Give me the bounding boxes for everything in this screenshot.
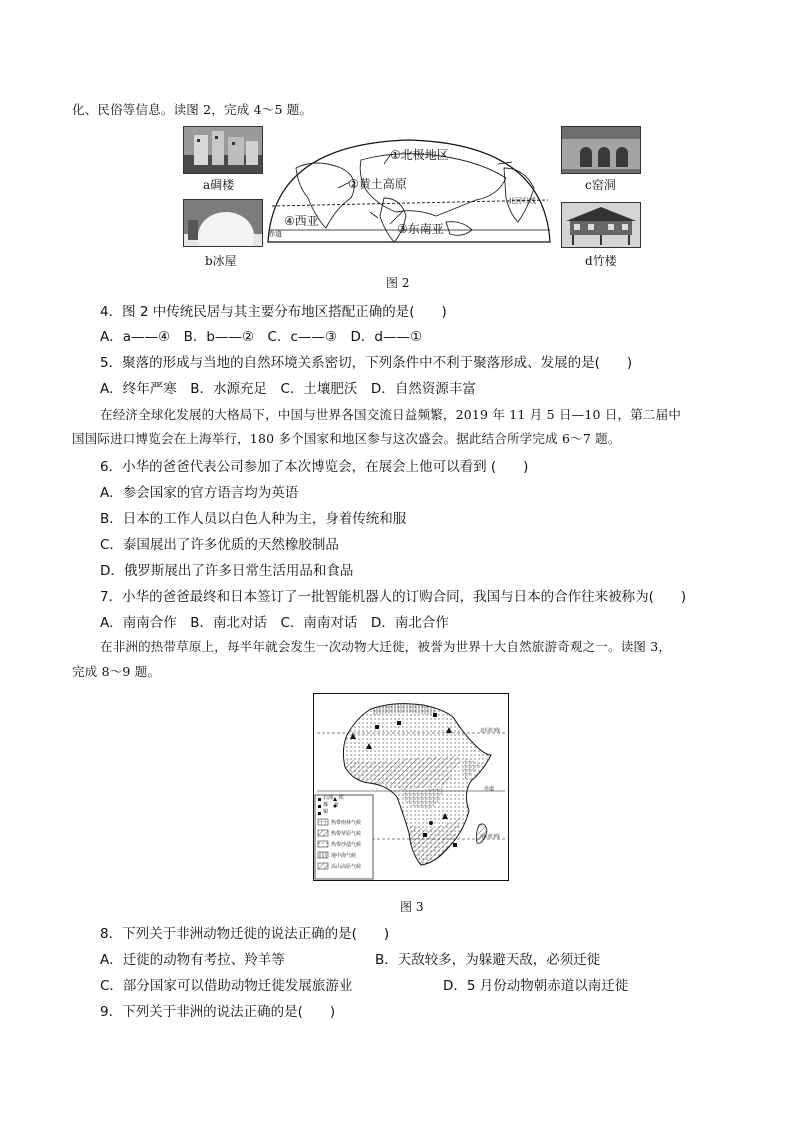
question-9-stem: 9．下列关于非洲的说法正确的是( ) bbox=[100, 1004, 336, 1020]
legend-resources bbox=[323, 795, 344, 816]
legend-mediterranean: 地中海气候 bbox=[331, 853, 357, 859]
intro-text-6-7-line1: 在经济全球化发展的大格局下，中国与世界各国交流日益频繁，2019 年 11 月 5 日—10 日，第二届中 bbox=[100, 407, 682, 422]
legend-desert: 热带沙漠气候 bbox=[331, 842, 362, 848]
question-6-option-c: C．泰国展出了许多优质的天然橡胶制品 bbox=[100, 537, 339, 553]
question-4-options: A．a——④ B．b——② C．c——③ D．d——① bbox=[100, 329, 423, 345]
question-8-stem: 8．下列关于非洲动物迁徙的说法正确的是( ) bbox=[100, 926, 390, 942]
question-7-stem: 7．小华的爸爸最终和日本签订了一批智能机器人的订购合同，我国与日本的合作往来被称为( ) bbox=[100, 589, 687, 605]
photo-diaolou bbox=[183, 126, 263, 174]
legend-coal: 煤 bbox=[323, 802, 329, 808]
intro-text-8-9-line2: 完成 8～9 题。 bbox=[72, 664, 161, 679]
question-5-stem: 5．聚落的形成与当地的自然环境关系密切，下列条件中不利于聚落形成、发展的是( ) bbox=[100, 355, 633, 371]
legend-iron: 铁 bbox=[338, 795, 344, 801]
photo-igloo bbox=[183, 199, 263, 247]
map-label-equator: 赤道 bbox=[268, 230, 282, 238]
label-tropic-north: 北回归线 bbox=[480, 728, 501, 734]
photo-zhulou bbox=[561, 202, 641, 248]
intro-text-6-7-line2: 国国际进口博览会在上海举行，180 多个国家和地区参与这次盛会。据此结合所学完成 6～7 题。 bbox=[72, 431, 621, 446]
question-8-option-a: A．迁徙的动物有考拉、羚羊等 bbox=[100, 952, 285, 968]
question-8-option-b: B．天敌较多，为躲避天敌，必须迁徙 bbox=[375, 952, 601, 968]
question-8-option-c: C．部分国家可以借助动物迁徙发展旅游业 bbox=[100, 978, 353, 994]
question-8-option-d: D．5 月份动物朝赤道以南迁徙 bbox=[443, 978, 629, 994]
intro-text-8-9-line1: 在非洲的热带草原上，每半年就会发生一次动物大迁徙，被誉为世界十大自然旅游奇观之一。读图 3， bbox=[100, 639, 672, 654]
question-6-option-b: B．日本的工作人员以白色人种为主，身着传统和服 bbox=[100, 511, 407, 527]
legend-copper: 铜 bbox=[323, 809, 329, 815]
question-6-option-d: D．俄罗斯展出了许多日常生活用品和食品 bbox=[100, 563, 354, 579]
label-equator: 赤道 bbox=[484, 786, 495, 792]
legend-savanna: 热带草原气候 bbox=[331, 831, 362, 837]
label-tropic-south: 南回归线 bbox=[480, 834, 501, 840]
caption-a: a碉楼 bbox=[203, 178, 235, 192]
caption-c: c窑洞 bbox=[585, 178, 616, 192]
legend-rainforest: 热带雨林气候 bbox=[331, 820, 362, 826]
legend-oil: 石油 bbox=[323, 795, 334, 801]
map-label-loess: ②黄土高原 bbox=[348, 177, 407, 191]
question-6-stem: 6．小华的爸爸代表公司参加了本次博览会，在展会上他可以看到 ( ) bbox=[100, 459, 529, 475]
figure-2-caption: 图 2 bbox=[386, 276, 410, 290]
question-4-stem: 4．图 2 中传统民居与其主要分布地区搭配正确的是( ) bbox=[100, 304, 447, 320]
question-7-options: A．南南合作 B．南北对话 C．南南对话 D．南北合作 bbox=[100, 615, 449, 631]
legend-gold: 金 bbox=[333, 802, 339, 808]
map-label-westasia: ④西亚 bbox=[284, 214, 319, 228]
question-5-options: A．终年严寒 B．水源充足 C．土壤肥沃 D．自然资源丰富 bbox=[100, 381, 476, 397]
map-label-arctic: ①北极地区 bbox=[390, 148, 449, 162]
legend-highland: 高山高原气候 bbox=[331, 864, 362, 870]
figure-3-caption: 图 3 bbox=[400, 900, 424, 914]
map-label-sea: ③东南亚 bbox=[397, 222, 444, 236]
caption-b: b冰屋 bbox=[205, 254, 237, 268]
map-label-tropic: 北回归线 bbox=[508, 197, 536, 205]
question-6-option-a: A．参会国家的官方语言均为英语 bbox=[100, 485, 299, 501]
photo-yaodong bbox=[561, 126, 641, 174]
caption-d: d竹楼 bbox=[585, 254, 617, 268]
intro-text-4-5: 化、民俗等信息。读图 2，完成 4～5 题。 bbox=[72, 102, 313, 117]
legend-climates bbox=[331, 818, 361, 873]
